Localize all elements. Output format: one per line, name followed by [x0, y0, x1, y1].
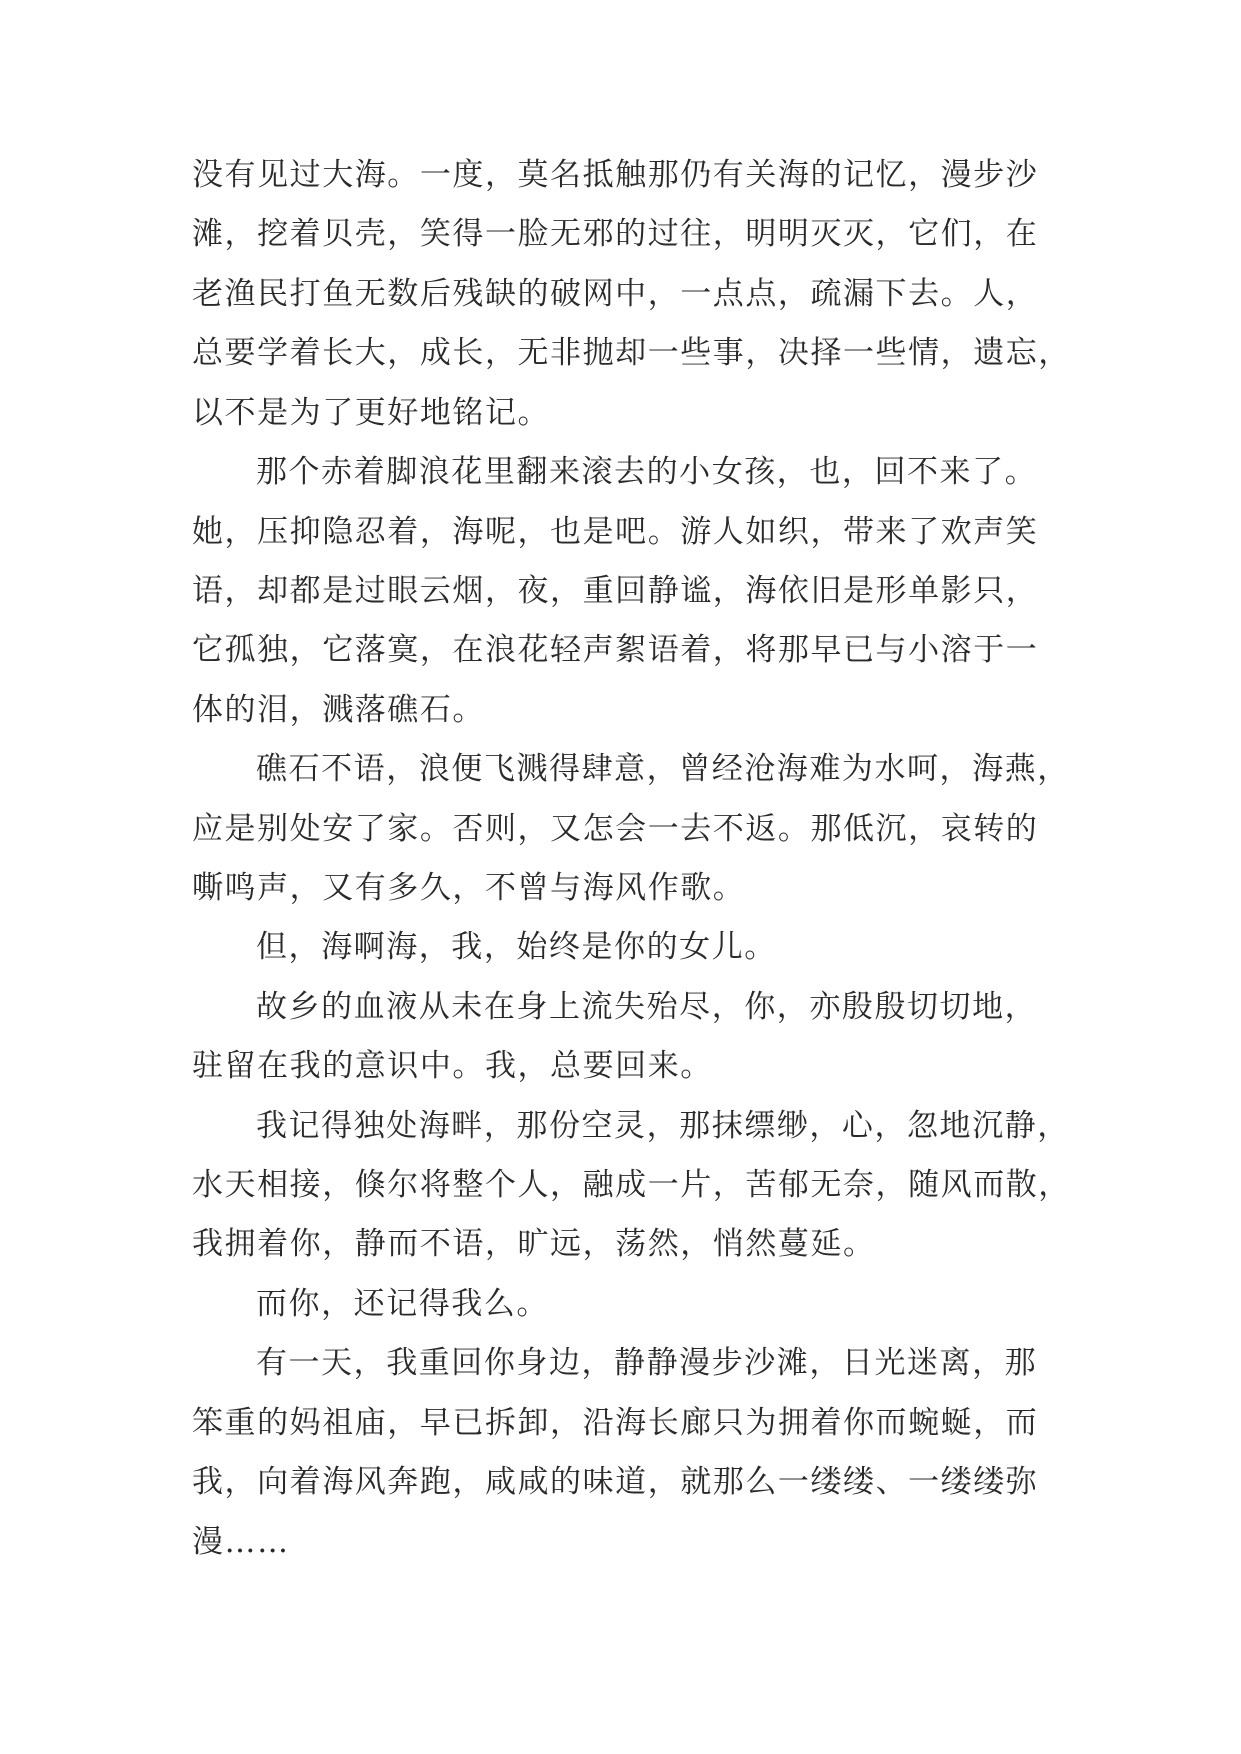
paragraph-first-line: 但，海啊海，我，始终是你的女儿。: [256, 929, 777, 965]
paragraph-first-line: 那个赤着脚浪花里翻来滚去的小女孩，也，回不来了。: [256, 454, 1038, 490]
text-line: 以不是为了更好地铭记。: [192, 395, 551, 431]
paragraph-first-line: 有一天，我重回你身边，静静漫步沙滩，日光迷离，那: [256, 1345, 1038, 1381]
text-line: 驻留在我的意识中。我，总要回来。: [192, 1048, 713, 1084]
text-line: 它孤独，它落寞，在浪花轻声絮语着，将那早已与小溶于一: [192, 632, 1039, 668]
text-line: 她，压抑隐忍着，海呢，也是吧。游人如织，带来了欢声笑: [192, 514, 1039, 550]
text-line: 水天相接，倏尔将整个人，融成一片，苦郁无奈，随风而散，: [192, 1167, 1071, 1203]
text-line: 应是别处安了家。否则，又怎会一去不返。那低沉，哀转的: [192, 811, 1039, 847]
text-line: 老渔民打鱼无数后残缺的破网中，一点点，疏漏下去。人，: [192, 276, 1039, 312]
paragraph-first-line: 我记得独处海畔，那份空灵，那抹缥缈，心，忽地沉静，: [256, 1108, 1070, 1144]
text-line: 没有见过大海。一度，莫名抵触那仍有关海的记忆，漫步沙: [192, 157, 1039, 193]
text-line: 我拥着你，静而不语，旷远，荡然，悄然蔓延。: [192, 1226, 876, 1262]
text-line: 总要学着长大，成长，无非抛却一些事，决择一些情，遗忘，: [192, 335, 1071, 371]
text-line: 体的泪，溅落礁石。: [192, 692, 485, 728]
paragraph-first-line: 礁石不语，浪便飞溅得肆意，曾经沧海难为水呵，海燕，: [256, 751, 1070, 787]
text-line: 漫……: [192, 1524, 290, 1560]
paragraph-first-line: 故乡的血液从未在身上流失殆尽，你，亦殷殷切切地，: [256, 989, 1038, 1025]
text-line: 嘶鸣声，又有多久，不曾与海风作歌。: [192, 870, 746, 906]
text-line: 语，却都是过眼云烟，夜，重回静谧，海依旧是形单影只，: [192, 573, 1039, 609]
text-line: 笨重的妈祖庙，早已拆卸，沿海长廊只为拥着你而蜿蜒，而: [192, 1405, 1039, 1441]
text-line: 我，向着海风奔跑，咸咸的味道，就那么一缕缕、一缕缕弥: [192, 1464, 1039, 1500]
text-line: 滩，挖着贝壳，笑得一脸无邪的过往，明明灭灭，它们，在: [192, 216, 1039, 252]
paragraph-first-line: 而你，还记得我么。: [256, 1286, 549, 1322]
